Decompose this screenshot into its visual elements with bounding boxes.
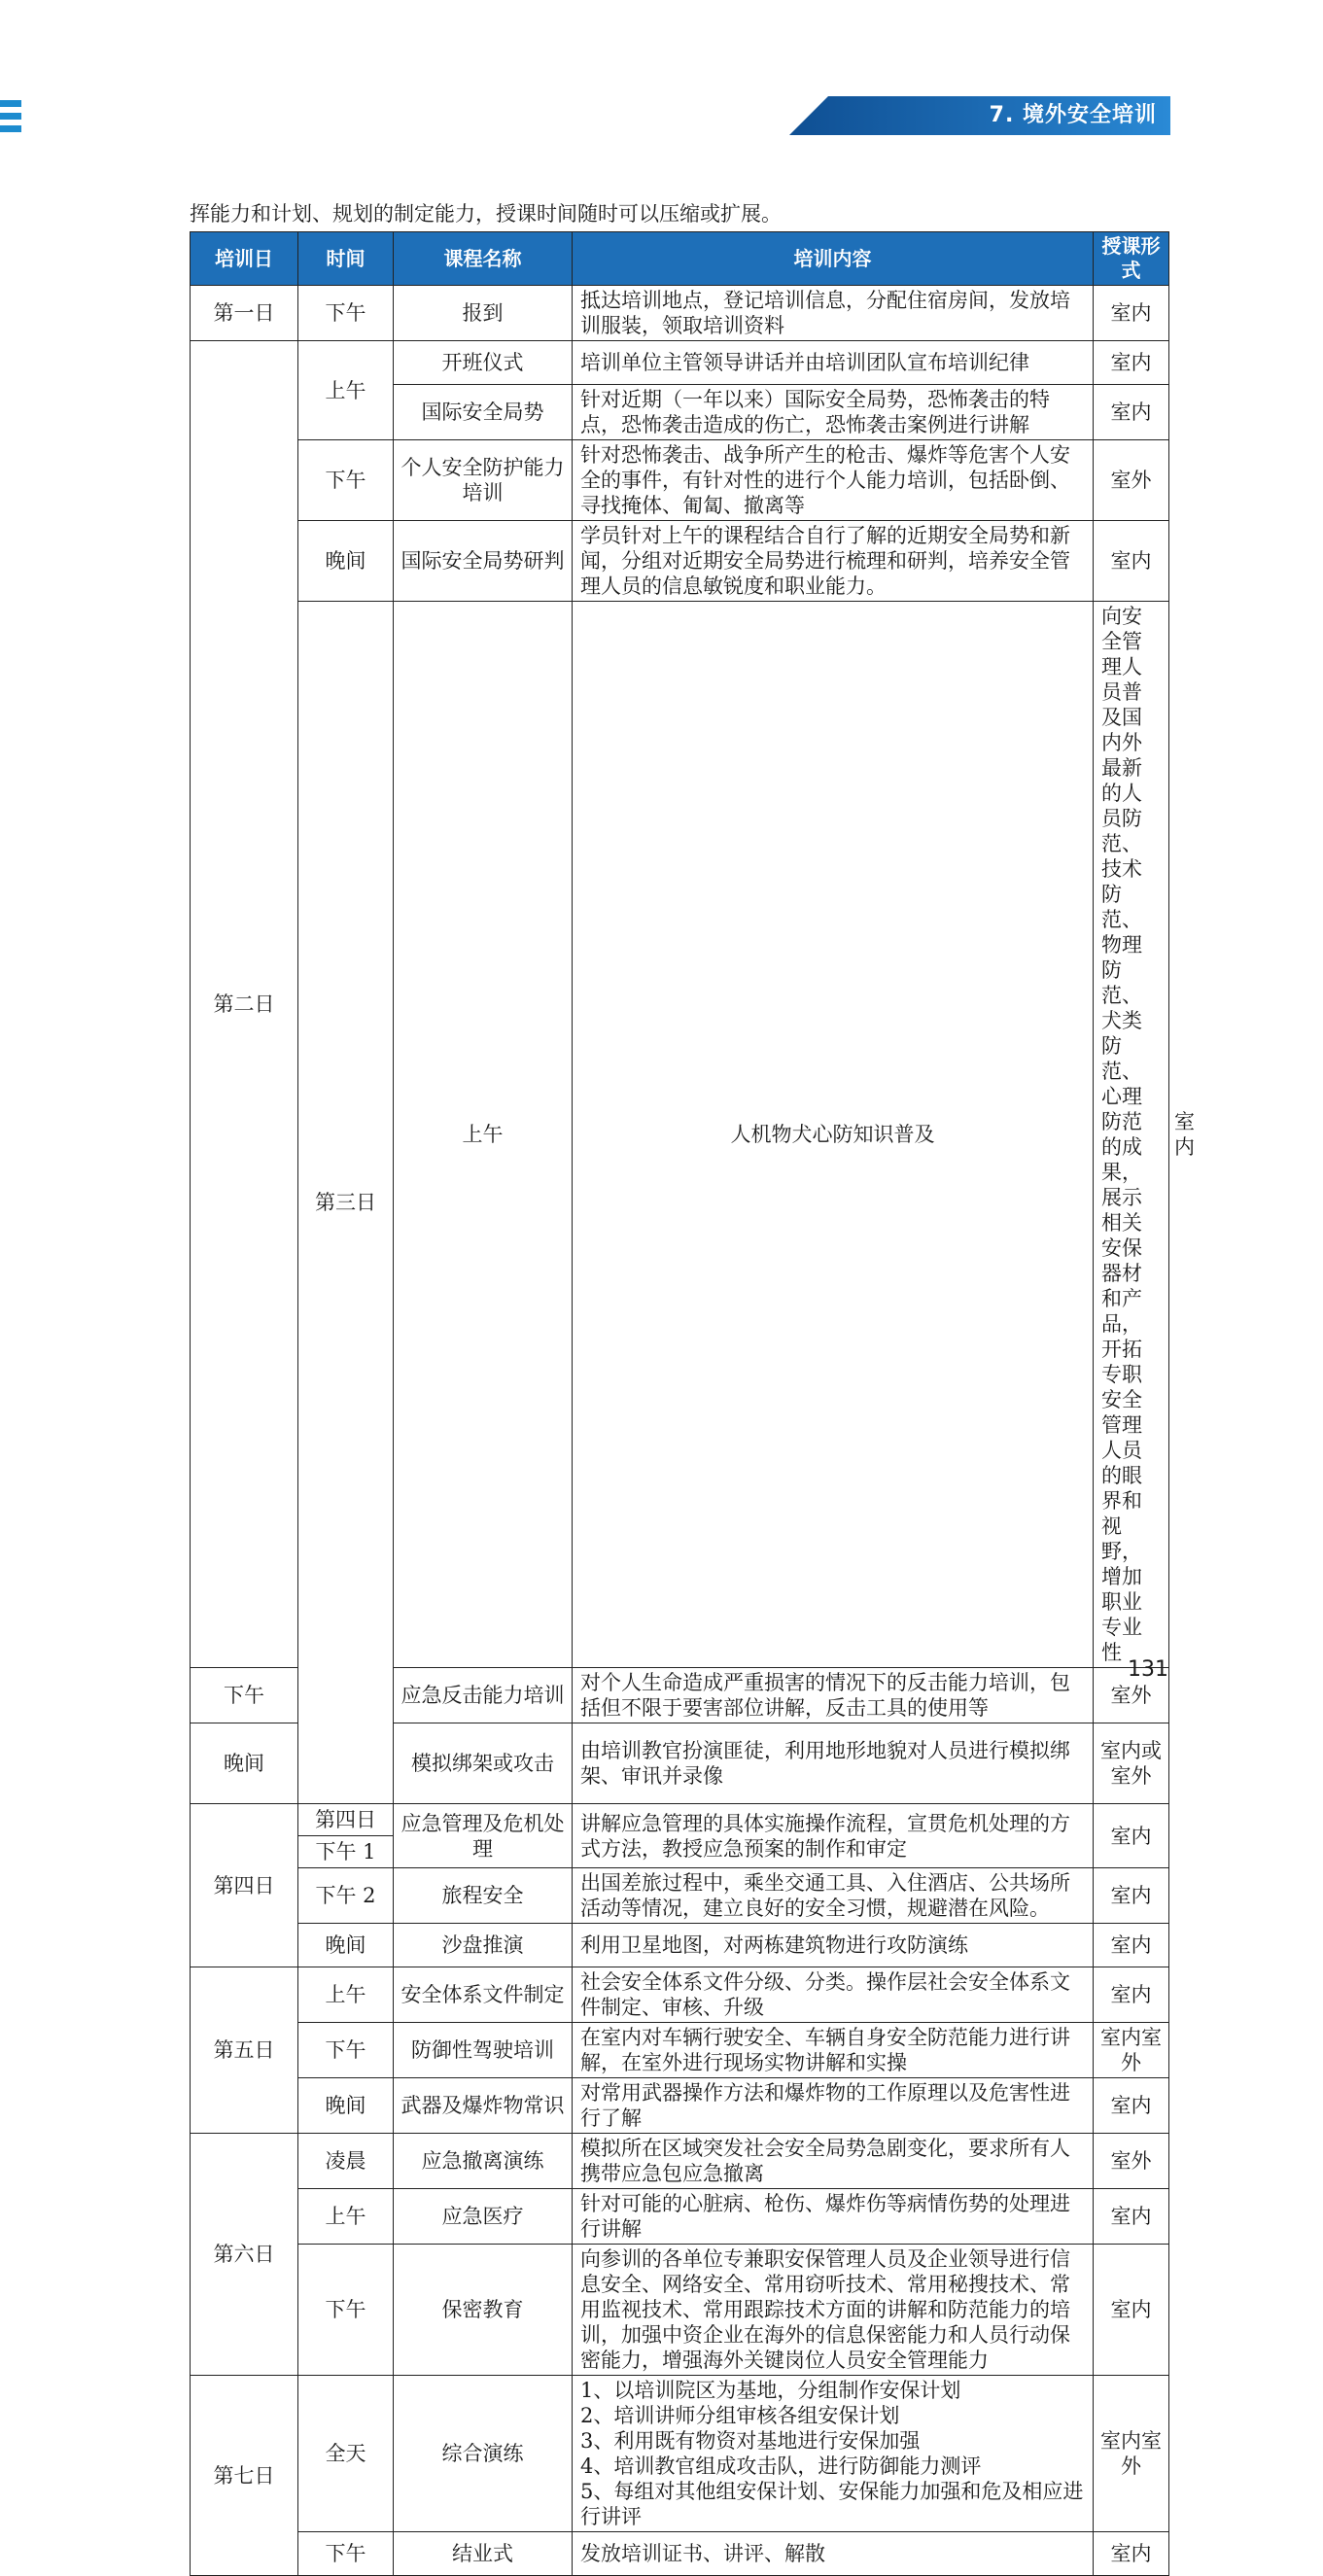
mode-cell: 室外 <box>1094 1668 1169 1723</box>
header-content: 培训内容 <box>573 232 1094 286</box>
content-cell: 发放培训证书、讲评、解散 <box>573 2532 1094 2576</box>
content-cell: 在室内对车辆行驶安全、车辆自身安全防范能力进行讲解，在室外进行现场实物讲解和实操 <box>573 2023 1094 2078</box>
course-cell: 国际安全局势研判 <box>394 521 573 602</box>
section-title: 7. 境外安全培训 <box>989 103 1157 127</box>
time-cell: 上午 <box>298 1967 394 2023</box>
section-banner <box>789 96 1170 135</box>
day-cell: 第七日 <box>191 2376 298 2576</box>
time-cell: 上午 <box>298 2189 394 2245</box>
mode-cell: 室外 <box>1094 2134 1169 2189</box>
content-cell <box>573 2376 1094 2532</box>
time-cell: 下午 <box>298 2532 394 2576</box>
content-cell: 针对恐怖袭击、战争所产生的枪击、爆炸等危害个人安全的事件，有针对性的进行个人能力培训，包括卧倒、寻找掩体、匍匐、撤离等 <box>573 440 1094 521</box>
course-cell: 开班仪式 <box>394 341 573 385</box>
course-cell: 结业式 <box>394 2532 573 2576</box>
header-mode: 授课形式 <box>1094 232 1169 286</box>
day-cell: 第五日 <box>191 1967 298 2134</box>
course-cell: 应急反击能力培训 <box>394 1668 573 1723</box>
content-cell: 出国差旅过程中，乘坐交通工具、入住酒店、公共场所活动等情况，建立良好的安全习惯，规避潜在风险。 <box>573 1868 1094 1924</box>
course-cell: 旅程安全 <box>394 1868 573 1924</box>
time-cell: 下午 <box>298 440 394 521</box>
content-cell: 向参训的各单位专兼职安保管理人员及企业领导进行信息安全、网络安全、常用窃听技术、常用秘搜技术、常用监视技术、常用跟踪技术方面的讲解和防范能力的培训，加强中资企业在海外的信息保密能力和人员行动保密能力，增强海外关键岗位人员安全管理能力 <box>573 2245 1094 2376</box>
day-cell: 第一日 <box>191 286 298 341</box>
time-cell: 晚间 <box>191 1723 298 1804</box>
intro-text: 挥能力和计划、规划的制定能力，授课时间随时可以压缩或扩展。 <box>190 202 782 226</box>
table-row <box>191 440 1169 521</box>
course-cell: 沙盘推演 <box>394 1924 573 1967</box>
training-schedule-table <box>190 231 1195 2576</box>
mode-cell: 室内 <box>1094 521 1169 602</box>
course-cell: 个人安全防护能力培训 <box>394 440 573 521</box>
table-header-row <box>191 232 1169 286</box>
mode-cell: 室内室外 <box>1094 2023 1169 2078</box>
content-cell: 对个人生命造成严重损害的情况下的反击能力培训，包括但不限于要害部位讲解，反击工具的使用等 <box>573 1668 1094 1723</box>
table-row <box>191 2078 1169 2134</box>
mode-cell: 室内 <box>1094 1804 1169 1868</box>
mode-cell: 室内 <box>1094 341 1169 385</box>
mode-cell: 室内 <box>1094 1924 1169 1967</box>
mode-cell: 室内或室外 <box>1094 1723 1169 1804</box>
content-cell: 学员针对上午的课程结合自行了解的近期安全局势和新闻，分组对近期安全局势进行梳理和研判，培养安全管理人员的信息敏锐度和职业能力。 <box>573 521 1094 602</box>
course-cell: 保密教育 <box>394 2245 573 2376</box>
time-cell: 凌晨 <box>298 2134 394 2189</box>
content-cell: 向安全管理人员普及国内外最新的人员防范、技术防范、物理防范、犬类防范、心理防范的成果，展示相关安保器材和产品，开拓专职安全管理人员的眼界和视野，增加职业专业性 <box>1094 602 1169 1668</box>
course-cell: 国际安全局势 <box>394 385 573 440</box>
day-cell: 第四日 <box>191 1804 298 1967</box>
time-cell: 第四日 <box>298 1804 394 1836</box>
content-line: 1、以培训院区为基地，分组制作安保计划 <box>580 2379 961 2402</box>
table-row <box>191 2376 1169 2532</box>
content-line: 2、培训讲师分组审核各组安保计划 <box>580 2404 900 2427</box>
table-row: 第三日 上午 人机物犬心防知识普及 向安全管理人员普及国内外最新的人员防范、技术防范、物理防范、犬类防范、心理防范的成果，展示相关安保器材和产品，开拓专职安全管理人员的眼界和视野，增加职业专业性 室内 <box>191 602 1169 1668</box>
course-cell: 应急撤离演练 <box>394 2134 573 2189</box>
mode-cell: 室内室外 <box>1094 2376 1169 2532</box>
table-row <box>191 2245 1169 2376</box>
header-day: 培训日 <box>191 232 298 286</box>
day-cell: 第二日 <box>191 341 298 1668</box>
time-cell: 上午 <box>298 341 394 440</box>
course-cell: 报到 <box>394 286 573 341</box>
mode-cell: 室内 <box>1094 2245 1169 2376</box>
mode-cell: 室内 <box>1094 2532 1169 2576</box>
time-cell: 晚间 <box>298 521 394 602</box>
header-course: 课程名称 <box>394 232 573 286</box>
course-cell: 应急医疗 <box>394 2189 573 2245</box>
content-cell: 针对可能的心脏病、枪伤、爆炸伤等病情伤势的处理进行讲解 <box>573 2189 1094 2245</box>
content-line: 4、培训教官组成攻击队，进行防御能力测评 <box>580 2454 982 2478</box>
course-cell: 武器及爆炸物常识 <box>394 2078 573 2134</box>
mode-cell: 室内 <box>1094 385 1169 440</box>
table-row <box>191 2532 1169 2576</box>
time-cell: 上午 <box>394 602 573 1668</box>
table-row <box>191 1924 1169 1967</box>
mode-cell: 室内 <box>1094 2078 1169 2134</box>
content-line: 3、利用既有物资对基地进行安保加强 <box>580 2429 921 2453</box>
table-row <box>191 341 1169 385</box>
course-cell: 综合演练 <box>394 2376 573 2532</box>
time-cell: 晚间 <box>298 2078 394 2134</box>
course-cell: 模拟绑架或攻击 <box>394 1723 573 1804</box>
table-row <box>191 521 1169 602</box>
table-row <box>191 286 1169 341</box>
page-number: 131 <box>1128 1657 1168 1682</box>
time-cell: 下午 2 <box>298 1868 394 1924</box>
side-stripes-decoration <box>0 100 21 138</box>
table-row <box>191 2189 1169 2245</box>
content-line: 5、每组对其他组安保计划、安保能力加强和危及相应进行讲评 <box>580 2480 1084 2528</box>
day-cell: 第三日 <box>298 602 394 1804</box>
content-cell: 针对近期（一年以来）国际安全局势，恐怖袭击的特点，恐怖袭击造成的伤亡，恐怖袭击案例进行讲解 <box>573 385 1094 440</box>
mode-cell: 室内 <box>1094 286 1169 341</box>
mode-cell: 室内 <box>1094 1868 1169 1924</box>
content-cell: 对常用武器操作方法和爆炸物的工作原理以及危害性进行了解 <box>573 2078 1094 2134</box>
time-cell: 下午 <box>191 1668 298 1723</box>
header-time: 时间 <box>298 232 394 286</box>
time-cell: 下午 1 <box>298 1836 394 1868</box>
table-row <box>191 1868 1169 1924</box>
course-cell: 防御性驾驶培训 <box>394 2023 573 2078</box>
time-cell: 全天 <box>298 2376 394 2532</box>
table-row <box>191 2134 1169 2189</box>
mode-cell: 室内 <box>1094 2189 1169 2245</box>
content-cell: 社会安全体系文件分级、分类。操作层社会安全体系文件制定、审核、升级 <box>573 1967 1094 2023</box>
time-cell: 下午 <box>298 286 394 341</box>
day-cell: 第六日 <box>191 2134 298 2376</box>
time-cell: 晚间 <box>298 1924 394 1967</box>
content-cell: 抵达培训地点，登记培训信息，分配住宿房间，发放培训服装，领取培训资料 <box>573 286 1094 341</box>
table-row <box>191 1804 1169 1836</box>
content-cell: 利用卫星地图，对两栋建筑物进行攻防演练 <box>573 1924 1094 1967</box>
course-cell: 安全体系文件制定 <box>394 1967 573 2023</box>
content-cell: 由培训教官扮演匪徒，利用地形地貌对人员进行模拟绑架、审讯并录像 <box>573 1723 1094 1804</box>
content-cell: 讲解应急管理的具体实施操作流程，宣贯危机处理的方式方法，教授应急预案的制作和审定 <box>573 1804 1094 1868</box>
table-row <box>191 2023 1169 2078</box>
mode-cell: 室内 <box>1094 1967 1169 2023</box>
table-row <box>191 1967 1169 2023</box>
time-cell: 下午 <box>298 2245 394 2376</box>
content-cell: 培训单位主管领导讲话并由培训团队宣布培训纪律 <box>573 341 1094 385</box>
mode-cell: 室外 <box>1094 440 1169 521</box>
course-cell: 应急管理及危机处理 <box>394 1804 573 1868</box>
content-cell: 模拟所在区域突发社会安全局势急剧变化，要求所有人携带应急包应急撤离 <box>573 2134 1094 2189</box>
course-cell: 人机物犬心防知识普及 <box>573 602 1094 1668</box>
time-cell: 下午 <box>298 2023 394 2078</box>
